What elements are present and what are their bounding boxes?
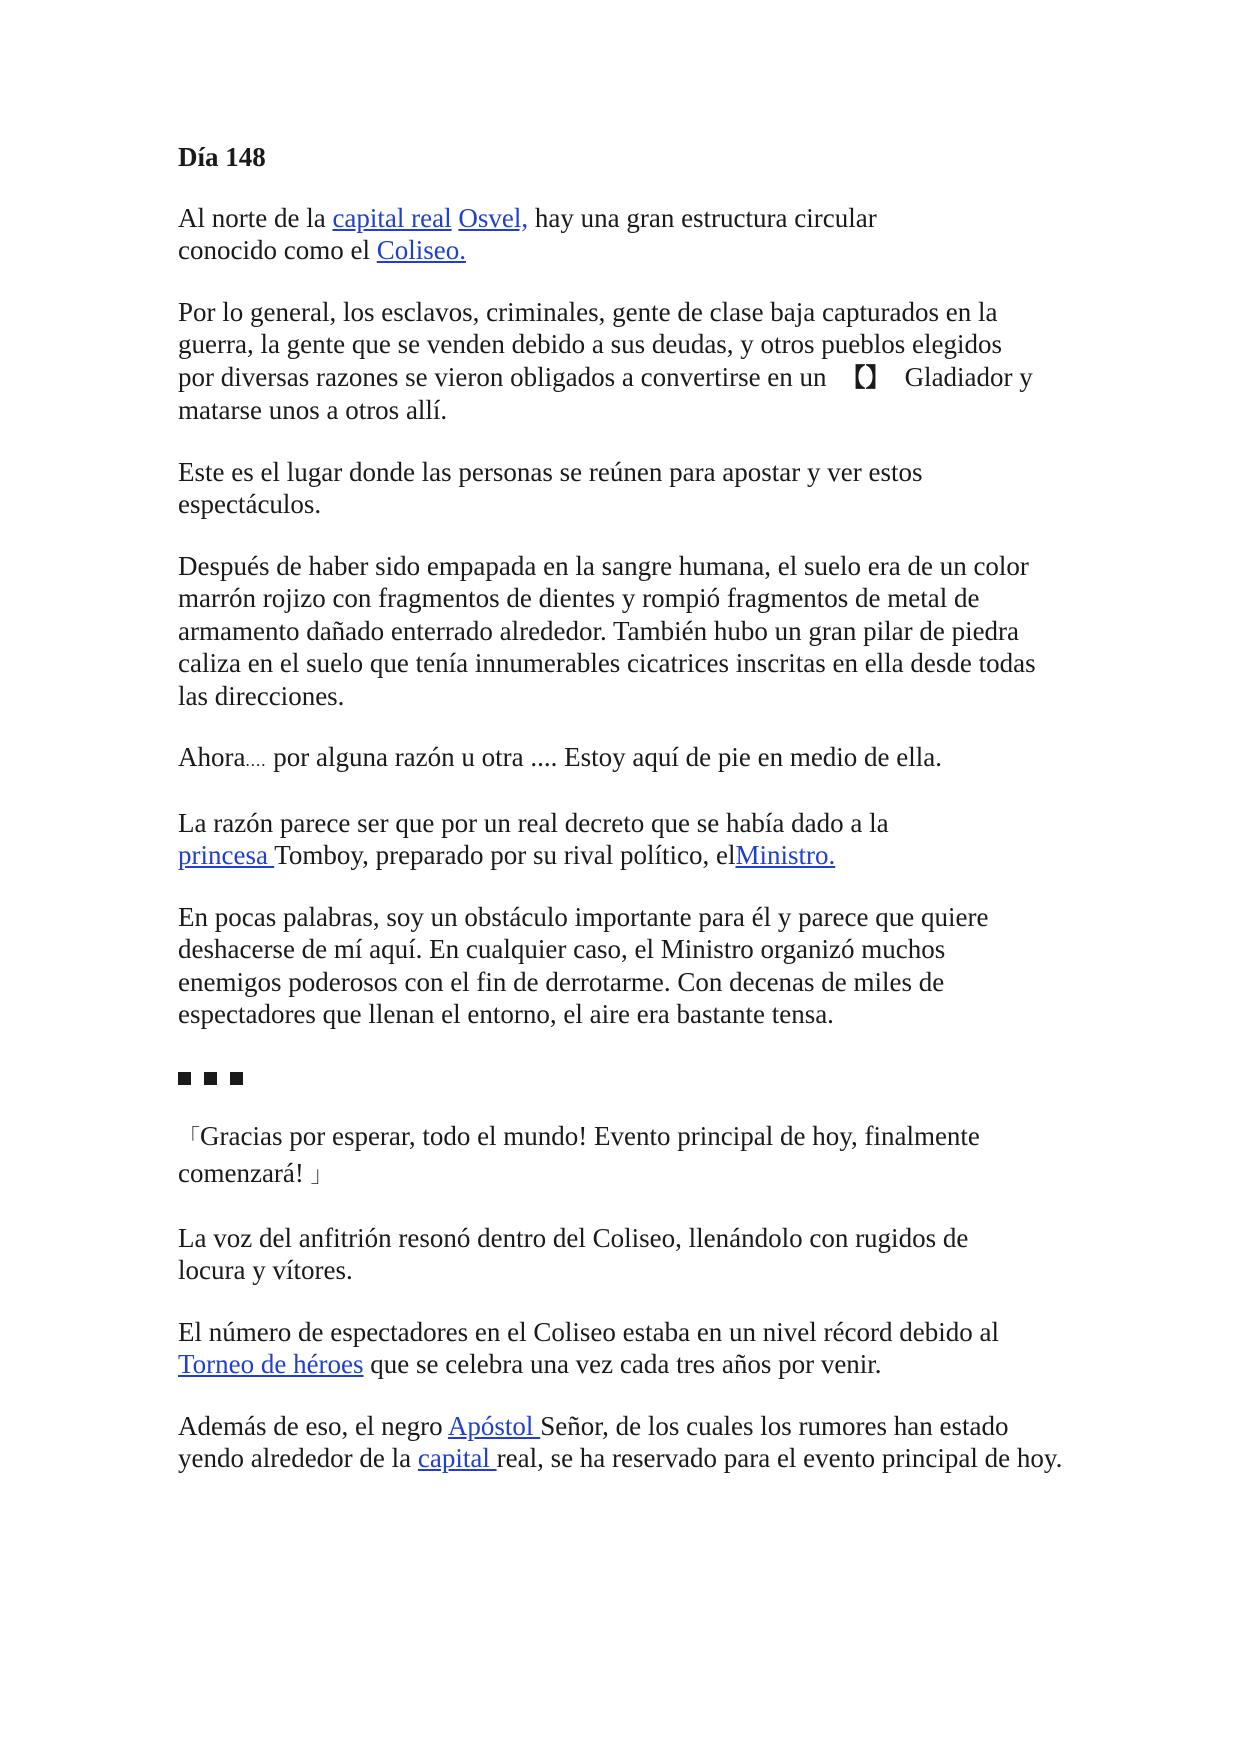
paragraph-8-quote: [178, 1119, 1028, 1193]
document-page: [178, 141, 1078, 1504]
paragraph-9: La voz del anfitrión resonó dentro del Coliseo, llenándolo con rugidos de locura y vítores.: [178, 1222, 969, 1285]
p5-text-1: Ahora: [178, 742, 246, 772]
p8-text: Gracias por esperar, todo el mundo! Evento principal de hoy, finalmente comenzará!: [178, 1120, 980, 1188]
p11-text-2: Señor, de los cuales los rumores han estado yendo alrededor de la: [178, 1410, 1009, 1473]
link-princesa[interactable]: princesa: [178, 840, 275, 870]
p2-text-1: Por lo general, los esclavos, criminales, gente de clase baja capturados en la guerra, la gente que se venden debido a sus deudas, y otros pueblos elegidos por diversas razones se vieron obligados a convertirse en un: [178, 296, 1003, 392]
p6-text-1: La razón parece ser que por un real decreto que se había dado a la: [178, 807, 889, 838]
paragraph-11: [178, 1410, 1068, 1475]
link-apostol[interactable]: Apóstol: [447, 1410, 541, 1441]
p10-text-2: que se celebra una vez cada tres años por venir.: [363, 1349, 882, 1379]
empty-bracket: 【】: [840, 362, 891, 392]
link-osvel[interactable]: Osvel,: [458, 202, 529, 233]
quote-open-bracket: 「: [178, 1125, 201, 1151]
paragraph-4: Después de haber sido empapada en la sangre humana, el suelo era de un color marrón rojizo con fragmentos de dientes y rompió fragmentos de metal de armamento dañado enterrado alrededor. También hubo un gran pilar de piedra caliza en el suelo que tenía innumerables cicatrices inscritas en ella desde todas las direcciones.: [178, 550, 1036, 711]
link-torneo-de-heroes[interactable]: Torneo de héroes: [178, 1349, 364, 1379]
link-ministro[interactable]: Ministro.: [735, 840, 836, 870]
paragraph-6: [178, 807, 928, 872]
paragraph-2: [178, 296, 1038, 427]
separator-square: [230, 1072, 243, 1085]
chapter-title: Día 148: [178, 142, 266, 172]
paragraph-10: [178, 1316, 1028, 1381]
paragraph-7: En pocas palabras, soy un obstáculo importante para él y parece que quiere deshacerse de mí aquí. En cualquier caso, el Ministro organizó muchos enemigos poderosos con el fin de derrotarme. Con decenas de miles de espectadores que llenan el entorno, el aire era bastante tensa.: [178, 901, 989, 1029]
separator-square: [204, 1072, 217, 1085]
paragraph-1: [178, 202, 938, 267]
p5-ellipsis: ....: [245, 751, 267, 770]
link-capital-real[interactable]: capital real: [332, 202, 452, 233]
link-capital[interactable]: capital: [417, 1443, 497, 1473]
p11-text-3: real, se ha reservado para el evento principal de hoy.: [496, 1443, 1063, 1473]
p1-text-2: hay una gran estructura circular conocido como el: [178, 202, 877, 265]
p6-text-2: Tomboy, preparado por su rival político, el: [274, 840, 736, 870]
paragraph-5: [178, 741, 1078, 778]
link-coliseo[interactable]: Coliseo.: [376, 235, 466, 265]
quote-close-bracket: 」: [310, 1162, 333, 1188]
p11-text-1: Además de eso, el negro: [178, 1410, 448, 1441]
paragraph-3: Este es el lugar donde las personas se reúnen para apostar y ver estos espectáculos.: [178, 456, 923, 519]
p2-text-2: Gladiador y matarse unos a otros allí.: [178, 361, 1033, 425]
p5-text-2: por alguna razón u otra .... Estoy aquí de pie en medio de ella.: [266, 742, 943, 772]
p10-text-1: El número de espectadores en el Coliseo estaba en un nivel récord debido al: [178, 1316, 999, 1347]
p1-text-1: Al norte de la: [178, 202, 333, 233]
section-separator: [178, 1060, 1078, 1094]
separator-square: [178, 1072, 191, 1085]
